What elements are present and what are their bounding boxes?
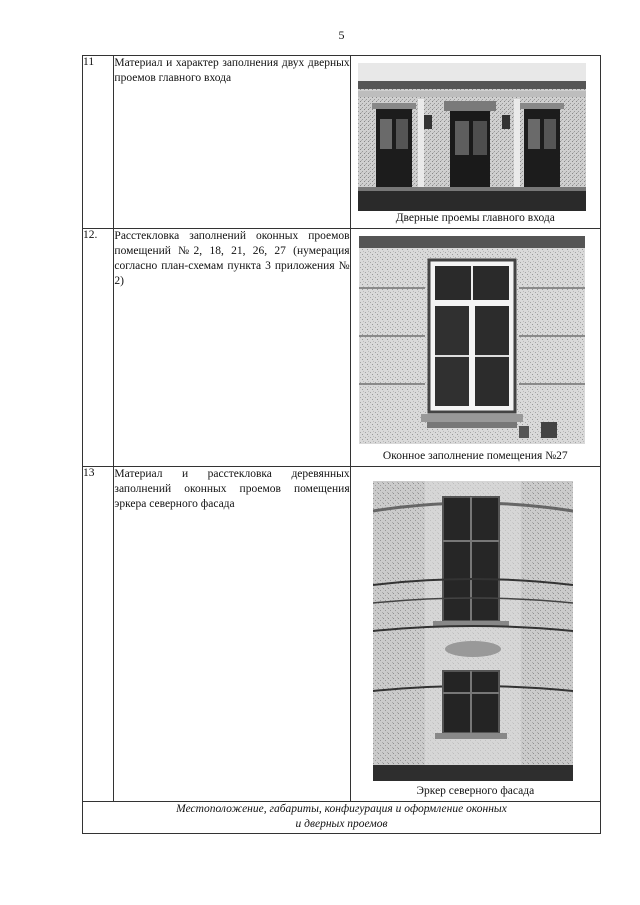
photo-cell — [350, 56, 600, 229]
photo-cell — [350, 229, 600, 467]
section-heading-line: и дверных проемов — [295, 818, 388, 830]
row-description: Материал и расстекловка деревянных заполнений оконных проемов помещения эркера северного фасада — [114, 467, 350, 802]
window-photo-icon — [359, 236, 585, 444]
section-heading-line: Местоположение, габариты, конфигурация и оформление оконных — [176, 803, 507, 815]
page-number: 5 — [338, 28, 345, 42]
table-row — [83, 467, 601, 802]
table-row — [83, 802, 601, 834]
row-number: 11 — [83, 56, 114, 229]
row-number: 12. — [83, 229, 114, 467]
photo-caption: Оконное заполнение помещения №27 — [382, 450, 568, 462]
section-heading — [83, 802, 601, 834]
photo-caption: Дверные проемы главного входа — [395, 212, 555, 224]
row-description: Материал и характер заполнения двух дверных проемов главного входа — [114, 56, 350, 229]
photo-caption: Эркер северного фасада — [416, 785, 535, 797]
bay-window-photo-icon — [373, 481, 573, 781]
row-number: 13 — [83, 467, 114, 802]
table-row — [83, 56, 601, 229]
doorways-photo-icon — [358, 63, 586, 211]
features-table — [82, 55, 601, 834]
row-description: Расстекловка заполнений оконных проемов помещений №2, 18, 21, 26, 27 (нумерация согласно план-схемам пункта 3 приложения № 2) — [114, 229, 350, 467]
photo-cell — [350, 467, 600, 802]
table-row — [83, 229, 601, 467]
